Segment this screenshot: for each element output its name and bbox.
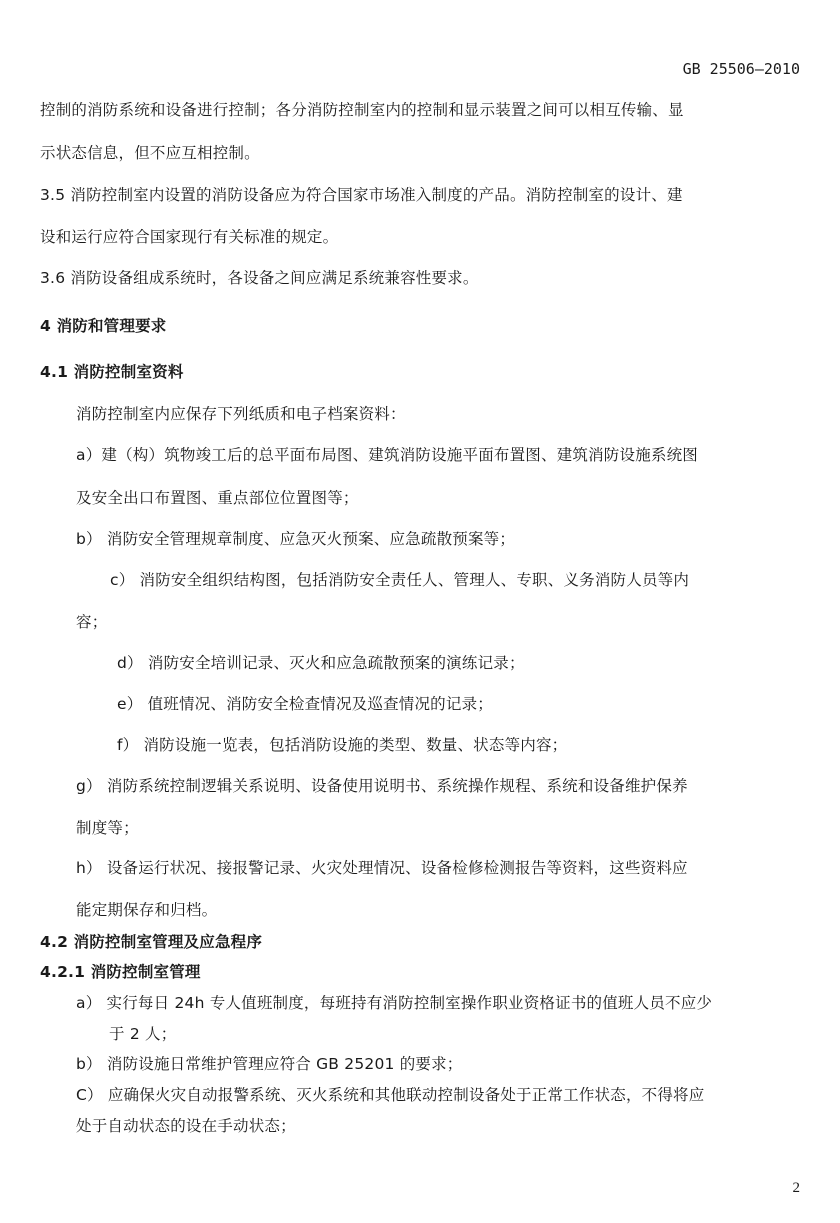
standard-number: GB 25506—2010: [682, 60, 800, 78]
list-item-h: h） 设备运行状况、接报警记录、火灾处理情况、设备检修检测报告等资料，这些资料应: [76, 859, 688, 877]
list-item-f: f） 消防设施一览表，包括消防设施的类型、数量、状态等内容；: [117, 736, 568, 754]
mgmt-item-c-cont: 处于自动状态的设在手动状态；: [76, 1117, 296, 1135]
paragraph-line: 控制的消防系统和设备进行控制；各分消防控制室内的控制和显示装置之间可以相互传输、显: [40, 101, 684, 119]
clause-3-5: 3.5 消防控制室内设置的消防设备应为符合国家市场准入制度的产品。消防控制室的设计、建: [40, 186, 683, 204]
section-heading-4-2: 4.2 消防控制室管理及应急程序: [40, 933, 263, 951]
paragraph-line: 设和运行应符合国家现行有关标准的规定。: [40, 228, 339, 246]
paragraph-line: 示状态信息，但不应互相控制。: [40, 144, 260, 162]
mgmt-item-a-cont: 于 2 人；: [109, 1025, 177, 1043]
list-item-a-cont: 及安全出口布置图、重点部位位置图等；: [76, 489, 359, 507]
list-item-g: g） 消防系统控制逻辑关系说明、设备使用说明书、系统操作规程、系统和设备维护保养: [76, 777, 688, 795]
mgmt-item-a: a） 实行每日 24h 专人值班制度，每班持有消防控制室操作职业资格证书的值班人员不应少: [76, 994, 713, 1012]
list-item-g-cont: 制度等；: [76, 819, 139, 837]
section-heading-4-1: 4.1 消防控制室资料: [40, 363, 184, 381]
list-item-d: d） 消防安全培训记录、灭火和应急疏散预案的演练记录；: [117, 654, 525, 672]
mgmt-item-b: b） 消防设施日常维护管理应符合 GB 25201 的要求；: [76, 1055, 463, 1073]
list-item-c: c） 消防安全组织结构图，包括消防安全责任人、管理人、专职、义务消防人员等内: [110, 571, 690, 589]
clause-3-6: 3.6 消防设备组成系统时，各设备之间应满足系统兼容性要求。: [40, 269, 479, 287]
list-item-c-cont: 容；: [76, 613, 108, 631]
section-heading-4: 4 消防和管理要求: [40, 317, 167, 335]
mgmt-item-c: C） 应确保火灾自动报警系统、灭火系统和其他联动控制设备处于正常工作状态，不得将应: [76, 1086, 705, 1104]
page-number: 2: [792, 1180, 800, 1196]
paragraph-line: 消防控制室内应保存下列纸质和电子档案资料：: [76, 405, 406, 423]
list-item-h-cont: 能定期保存和归档。: [76, 901, 218, 919]
list-item-a: a）建（构）筑物竣工后的总平面布局图、建筑消防设施平面布置图、建筑消防设施系统图: [76, 446, 699, 464]
list-item-e: e） 值班情况、消防安全检查情况及巡查情况的记录；: [117, 695, 493, 713]
list-item-b: b） 消防安全管理规章制度、应急灭火预案、应急疏散预案等；: [76, 530, 516, 548]
section-heading-4-2-1: 4.2.1 消防控制室管理: [40, 963, 201, 981]
